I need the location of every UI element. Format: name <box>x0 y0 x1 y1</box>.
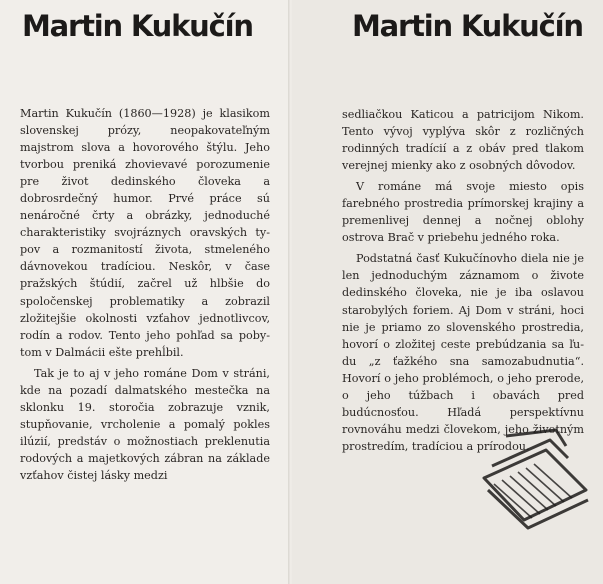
paragraph: V románe má svoje miesto opis farebného prostredia prímorskej krajiny a premenlivej dennej a nočnej oblohy ostrova Brač v priebehu jedného roka. <box>342 180 584 245</box>
stacked-books-stamp-icon <box>476 428 596 538</box>
paragraph: Martin Kukučín (1860—1928) je klasikom slovenskej prózy, neopakovateľným majstrom slova a hovorového štýlu. Jeho tvorbou preniká zhovievavé porozumenie pre život dedinského človeka a dobrosrdečný humor. Prvé práce sú nenáročné črty a obrázky, jednoduché charakteristiky svojráznych oravských typov a rozmanitostí života, stmeleného dávnovekou tradíciou. Neskôr, v čase pražských štúdií, začrel už hlbšie do spoločenskej problematiky a zobrazil zložitejšie okolnosti vzťahov jednotlivcov, rodín a rodov. Tento jeho pohľad sa pobytom v Dalmácii ešte prehĺbil. <box>20 107 270 359</box>
blurb-text-right <box>342 106 584 455</box>
blurb-text-left <box>20 105 270 484</box>
author-name: Martin Kukučín <box>22 9 253 43</box>
paragraph: Tak je to aj v jeho románe Dom v stráni, kde na pozadí dalmatského mestečka na sklonku 19. storočia zobrazuje vznik, stupňovanie, vrcholenie a pomalý pokles ilúzií, predstáv o možnostiach preklenutia rodových a majetkových zábran na základe vzťahov čistej lásky medzi <box>20 366 270 482</box>
paragraph: sedliačkou Katicou a patricijom Nikom. Tento vývoj vyplýva skôr z rozličných rodinných tradícií a z obáv pred tlakom verejnej mienky ako z osobných dôvodov. <box>342 108 584 173</box>
author-name: Martin Kukučín <box>352 9 583 43</box>
left-flap <box>0 0 290 584</box>
paragraph: Podstatná časť Kukučínovho diela nie je len jednoduchým záznamom o živote dedinského človeka, nie je iba oslavou starobylých foriem. Aj Dom v stráni, hoci nie je priamo zo slovenského prostredia, hovorí o zložitej ceste prebúdzania sa ľudu „z ťažkého sna samozabudnutia“. Hovorí o jeho problémoch, o jeho prerode, o jeho túžbach i obavách pred budúcnosťou. Hľadá perspektívnu rovnováhu medzi človekom, jeho životným prostredím, tradíciou a prírodou. <box>342 252 584 453</box>
